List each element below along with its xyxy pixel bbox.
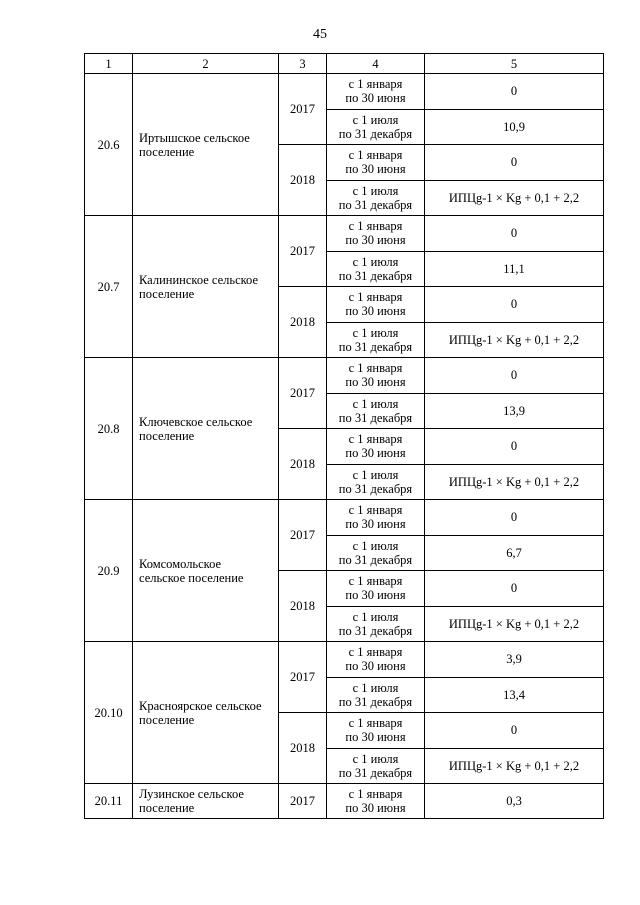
period-cell [327, 464, 425, 500]
value-cell [425, 784, 604, 819]
table-row [85, 500, 604, 536]
year-text: 2017 [290, 244, 315, 258]
tariff-table [84, 53, 604, 819]
value-text: 10,9 [503, 119, 525, 134]
period-line: с 1 июля [352, 680, 399, 695]
period-cell [327, 145, 425, 181]
value-cell [425, 180, 604, 216]
settlement-name-line: поселение [139, 144, 195, 159]
period-cell [327, 216, 425, 252]
column-header: 5 [425, 54, 604, 74]
period-cell [327, 180, 425, 216]
period-line: с 1 июля [352, 751, 399, 766]
period-line: по 31 декабря [338, 410, 413, 425]
period-line: по 30 июня [345, 162, 406, 177]
settlement-name [133, 74, 279, 216]
value-text: 0 [510, 723, 518, 738]
value-cell [425, 606, 604, 642]
value-cell [425, 571, 604, 607]
value-text: 13,4 [503, 687, 525, 702]
period-cell [327, 74, 425, 110]
period-cell [327, 500, 425, 536]
settlement-number-text: 20.11 [94, 794, 123, 808]
settlement-name-line: поселение [139, 801, 195, 815]
settlement-name-line: поселение [139, 712, 195, 727]
settlement-name-line: Комсомольское [139, 556, 222, 571]
table-row [85, 216, 604, 252]
column-header: 1 [85, 54, 133, 74]
year-cell [279, 216, 327, 287]
year-text: 2018 [290, 315, 315, 329]
value-cell [425, 642, 604, 678]
period-line: с 1 июля [352, 467, 399, 482]
period-line: по 30 июня [345, 659, 406, 674]
period-cell [327, 358, 425, 394]
period-line: с 1 января [348, 574, 403, 589]
period-cell [327, 109, 425, 145]
period-line: по 31 декабря [338, 126, 413, 141]
value-text: ИПЦg-1 × Kg + 0,1 + 2,2 [448, 332, 580, 347]
period-line: с 1 января [348, 219, 403, 234]
value-cell [425, 74, 604, 110]
value-text: 0,3 [506, 794, 522, 808]
period-line: с 1 января [348, 503, 403, 518]
year-text: 2017 [290, 794, 315, 808]
table-header-row [85, 54, 604, 74]
period-line: по 31 декабря [338, 552, 413, 567]
period-line: по 30 июня [345, 233, 406, 248]
year-cell [279, 358, 327, 429]
year-cell [279, 287, 327, 358]
value-cell [425, 287, 604, 323]
value-text: 0 [510, 581, 518, 596]
year-text: 2017 [290, 670, 315, 684]
period-line: с 1 июля [352, 538, 399, 553]
table-row [85, 74, 604, 110]
value-text: 0 [510, 84, 518, 99]
value-cell [425, 500, 604, 536]
settlement-number-text: 20.7 [97, 279, 120, 294]
value-cell [425, 429, 604, 465]
value-cell [425, 145, 604, 181]
value-cell [425, 713, 604, 749]
period-line: по 30 июня [345, 730, 406, 745]
value-text: ИПЦg-1 × Kg + 0,1 + 2,2 [448, 758, 580, 773]
value-cell [425, 109, 604, 145]
value-cell [425, 393, 604, 429]
column-header: 2 [133, 54, 279, 74]
period-line: с 1 июля [352, 609, 399, 624]
settlement-name-line: поселение [139, 428, 195, 443]
period-line: по 31 декабря [338, 765, 413, 780]
settlement-name [133, 784, 279, 819]
value-text: 13,9 [503, 403, 525, 418]
year-text: 2018 [290, 741, 315, 755]
year-text: 2017 [290, 102, 315, 116]
settlement-number [85, 74, 133, 216]
period-line: с 1 января [348, 361, 403, 376]
value-cell [425, 535, 604, 571]
year-cell [279, 571, 327, 642]
value-cell [425, 748, 604, 784]
period-cell [327, 287, 425, 323]
settlement-name-line: Калининское сельское [139, 272, 259, 287]
period-line: по 30 июня [345, 375, 406, 390]
year-cell [279, 642, 327, 713]
period-line: по 30 июня [345, 91, 406, 106]
period-line: с 1 июля [352, 254, 399, 269]
settlement-name-line: Красноярское сельское [139, 698, 262, 713]
year-cell [279, 713, 327, 784]
period-line: с 1 января [348, 787, 403, 801]
settlement-number [85, 216, 133, 358]
period-cell [327, 322, 425, 358]
period-line: с 1 января [348, 716, 403, 731]
period-line: по 31 декабря [338, 339, 413, 354]
period-line: с 1 июля [352, 183, 399, 198]
value-text: ИПЦg-1 × Kg + 0,1 + 2,2 [448, 474, 580, 489]
period-cell [327, 606, 425, 642]
settlement-name-line: поселение [139, 286, 195, 301]
value-text: 6,7 [506, 545, 522, 560]
value-cell [425, 251, 604, 287]
period-line: с 1 июля [352, 396, 399, 411]
period-line: по 30 июня [345, 446, 406, 461]
table-row [85, 642, 604, 678]
period-line: с 1 июля [352, 325, 399, 340]
settlement-name-line: сельское поселение [139, 570, 244, 585]
period-cell [327, 748, 425, 784]
period-cell [327, 677, 425, 713]
settlement-name [133, 216, 279, 358]
value-text: ИПЦg-1 × Kg + 0,1 + 2,2 [448, 616, 580, 631]
settlement-name-line: Ключевское сельское [139, 414, 253, 429]
page-number: 45 [313, 27, 327, 42]
value-text: 0 [510, 297, 518, 312]
year-text: 2018 [290, 457, 315, 471]
year-text: 2018 [290, 599, 315, 613]
settlement-name [133, 500, 279, 642]
period-line: по 31 декабря [338, 481, 413, 496]
year-cell [279, 784, 327, 819]
year-cell [279, 429, 327, 500]
settlement-name [133, 642, 279, 784]
value-text: 0 [510, 155, 518, 170]
period-line: с 1 января [348, 645, 403, 660]
period-line: по 30 июня [345, 304, 406, 319]
year-text: 2017 [290, 386, 315, 400]
settlement-number [85, 358, 133, 500]
year-text: 2018 [290, 173, 315, 187]
year-text: 2017 [290, 528, 315, 542]
period-line: по 30 июня [345, 801, 406, 815]
settlement-number [85, 500, 133, 642]
table-row [85, 784, 604, 819]
settlement-number-text: 20.6 [97, 137, 120, 152]
period-cell [327, 429, 425, 465]
value-cell [425, 464, 604, 500]
period-cell [327, 784, 425, 819]
period-line: с 1 января [348, 77, 403, 92]
year-cell [279, 500, 327, 571]
settlement-number-text: 20.8 [97, 421, 120, 436]
settlement-number [85, 784, 133, 819]
value-cell [425, 677, 604, 713]
settlement-name [133, 358, 279, 500]
year-cell [279, 145, 327, 216]
period-line: по 31 декабря [338, 623, 413, 638]
value-text: 0 [510, 226, 518, 241]
year-cell [279, 74, 327, 145]
settlement-number [85, 642, 133, 784]
period-line: по 31 декабря [338, 268, 413, 283]
period-cell [327, 642, 425, 678]
period-line: по 31 декабря [338, 694, 413, 709]
value-cell [425, 358, 604, 394]
table-row [85, 358, 604, 394]
value-text: 11,1 [503, 261, 525, 276]
value-cell [425, 322, 604, 358]
table-body [85, 74, 604, 819]
period-line: по 30 июня [345, 517, 406, 532]
period-line: по 31 декабря [338, 197, 413, 212]
period-cell [327, 713, 425, 749]
value-cell [425, 216, 604, 252]
settlement-name-line: Лузинское сельское [139, 787, 244, 801]
settlement-number-text: 20.10 [94, 705, 123, 720]
column-header: 3 [279, 54, 327, 74]
value-text: ИПЦg-1 × Kg + 0,1 + 2,2 [448, 190, 580, 205]
settlement-name-line: Иртышское сельское [139, 130, 250, 145]
period-line: с 1 января [348, 148, 403, 163]
period-line: с 1 января [348, 432, 403, 447]
period-cell [327, 571, 425, 607]
period-line: с 1 января [348, 290, 403, 305]
value-text: 0 [510, 368, 518, 383]
period-line: с 1 июля [352, 112, 399, 127]
value-text: 3,9 [506, 652, 522, 667]
column-header: 4 [327, 54, 425, 74]
period-cell [327, 393, 425, 429]
value-text: 0 [510, 439, 518, 454]
period-cell [327, 535, 425, 571]
period-cell [327, 251, 425, 287]
period-line: по 30 июня [345, 588, 406, 603]
value-text: 0 [510, 510, 518, 525]
settlement-number-text: 20.9 [97, 563, 120, 578]
